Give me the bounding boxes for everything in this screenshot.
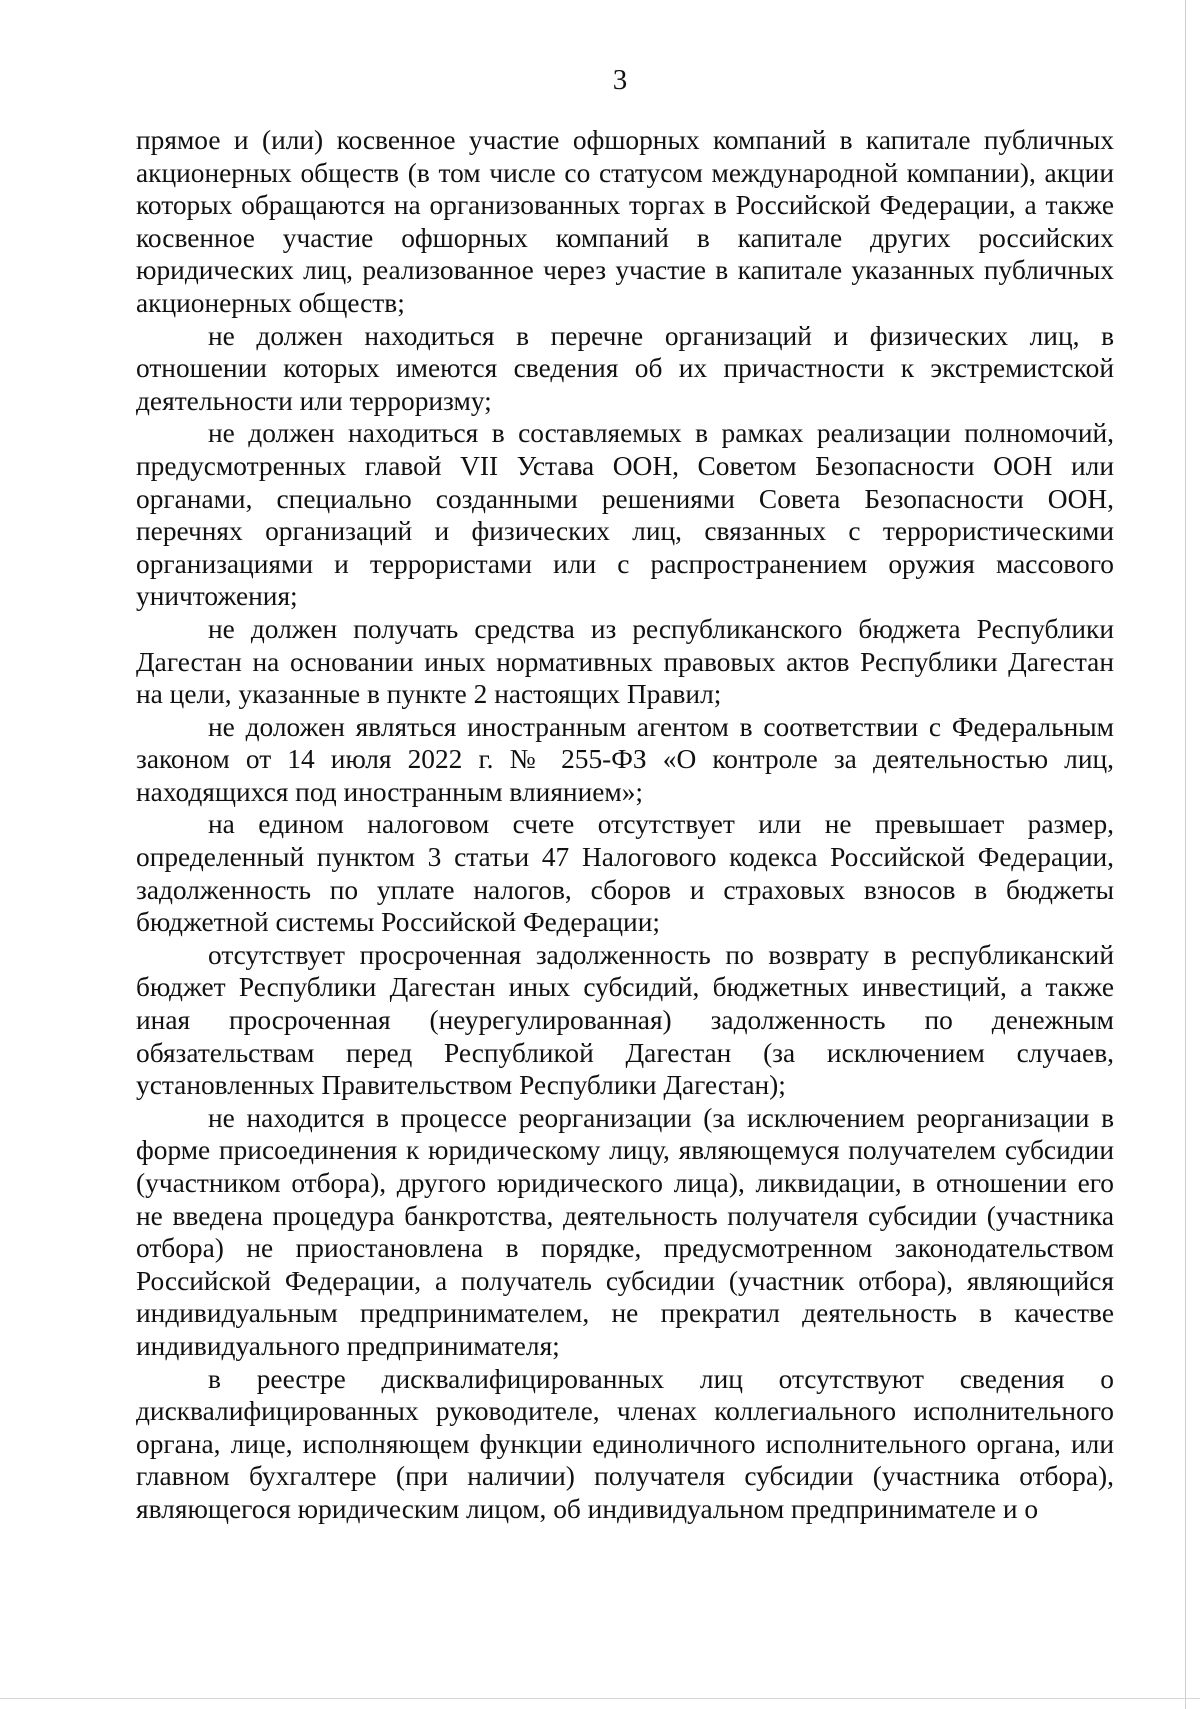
- paragraph: на едином налоговом счете отсутствует или не превышает размер, определенный пунктом 3 статьи 47 Налогового кодекса Российской Федерации, задолженность по уплате налогов, сборов и страховых взносов в бюджеты бюджетной системы Российской Федерации;: [136, 809, 1114, 938]
- paragraph: в реестре дисквалифицированных лиц отсутствуют сведения о дисквалифицированных руководителе, членах коллегиального исполнительного органа, лице, исполняющем функции единоличного исполнительного органа, или главном бухгалтере (при наличии) получателя субсидии (участника отбора), являющегося юридическим лицом, об индивидуальном предпринимателе и о: [136, 1363, 1114, 1524]
- page-number: 3: [612, 64, 628, 96]
- paragraph: не должен находиться в перечне организаций и физических лиц, в отношении которых имеются сведения об их причастности к экстремистской деятельности или терроризму;: [136, 320, 1114, 416]
- body-text: [136, 124, 1114, 1526]
- paragraph: не находится в процессе реорганизации (за исключением реорганизации в форме присоединения к юридическому лицу, являющемуся получателем субсидии (участником отбора), другого юридического лица), ликвидации, в отношении его не введена процедура банкротства, деятельность получателя субсидии (участника отбора) не приостановлена в порядке, предусмотренном законодательством Российской Федерации, а получатель субсидии (участник отбора), являющийся индивидуальным предпринимателем, не прекратил деятельность в качестве индивидуального предпринимателя;: [136, 1102, 1114, 1361]
- paragraph: не доложен являться иностранным агентом в соответствии с Федеральным законом от 14 июля 2022 г. № 255-ФЗ «О контроле за деятельностью лиц, находящихся под иностранным влиянием»;: [136, 711, 1114, 807]
- paragraph: прямое и (или) косвенное участие офшорных компаний в капитале публичных акционерных обществ (в том числе со статусом международной компании), акции которых обращаются на организованных торгах в Российской Федерации, а также косвенное участие офшорных компаний в капитале других российских юридических лиц, реализованное через участие в капитале указанных публичных акционерных обществ;: [136, 125, 1114, 318]
- paragraph: не должен находиться в составляемых в рамках реализации полномочий, предусмотренных главой VII Устава ООН, Советом Безопасности ООН или органами, специально созданными решениями Совета Безопасности ООН, перечнях организаций и физических лиц, связанных с террористическими организациями и террористами или с распространением оружия массового уничтожения;: [136, 418, 1114, 612]
- paragraph: отсутствует просроченная задолженность по возврату в республиканский бюджет Республики Дагестан иных субсидий, бюджетных инвестиций, а также иная просроченная (неурегулированная) задолженность по денежным обязательствам перед Республикой Дагестан (за исключением случаев, установленных Правительством Республики Дагестан);: [136, 939, 1114, 1101]
- scan-edge-right: [1185, 0, 1186, 1709]
- paragraph: не должен получать средства из республиканского бюджета Республики Дагестан на основании иных нормативных правовых актов Республики Дагестан на цели, указанные в пункте 2 настоящих Правил;: [136, 613, 1114, 710]
- scan-edge-bottom: [0, 1698, 1200, 1699]
